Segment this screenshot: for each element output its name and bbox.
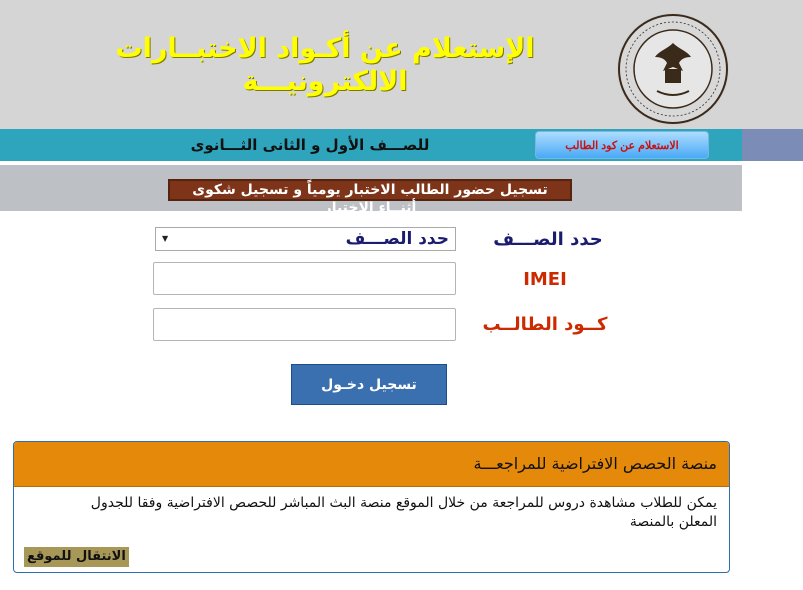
attendance-link-line1: تسجيل حضور الطالب الاختبار يومياً و تسجيل شكوى (192, 182, 548, 198)
page-title (60, 32, 590, 98)
page-title-line1: الإستعلام عن أكـواد الاختبــارات (115, 33, 535, 64)
right-gutter (742, 161, 803, 590)
page-title-line2: الالكترونيـــة (242, 66, 408, 97)
login-button[interactable]: تسجيل دخـول (291, 364, 447, 405)
panel-title: منصة الحصص الافتراضية للمراجعـــة (473, 454, 717, 473)
grade-select-value: حدد الصـــف (345, 229, 449, 249)
attendance-complaint-link[interactable] (168, 179, 572, 216)
nav-strip-edge (742, 129, 803, 161)
grade-select[interactable] (155, 227, 456, 251)
panel-header (14, 442, 729, 487)
imei-label: IMEI (523, 269, 567, 290)
ministry-logo (617, 13, 729, 125)
grade-label: حدد الصـــف (493, 229, 603, 250)
imei-input[interactable] (153, 262, 456, 295)
virtual-classes-panel (13, 441, 730, 573)
student-code-label: كــود الطالــب (482, 314, 608, 335)
student-code-input[interactable] (153, 308, 456, 341)
attendance-link-line2: أثنــاء الاختبار (323, 200, 417, 216)
chevron-down-icon: ▼ (162, 234, 169, 243)
grade-level-text: للصـــف الأول و الثانى الثـــانوى (190, 136, 430, 154)
query-student-code-button[interactable]: الاستعلام عن كود الطالب (535, 131, 709, 159)
ministry-seal-icon (617, 13, 729, 125)
panel-description: يمكن للطلاب مشاهدة دروس للمراجعة من خلال الموقع منصة البث المباشر للحصص الافتراضية وفقا للجدول المعلن بالمنصة (90, 495, 717, 530)
go-to-site-link[interactable]: الانتقال للموقع (24, 547, 129, 567)
